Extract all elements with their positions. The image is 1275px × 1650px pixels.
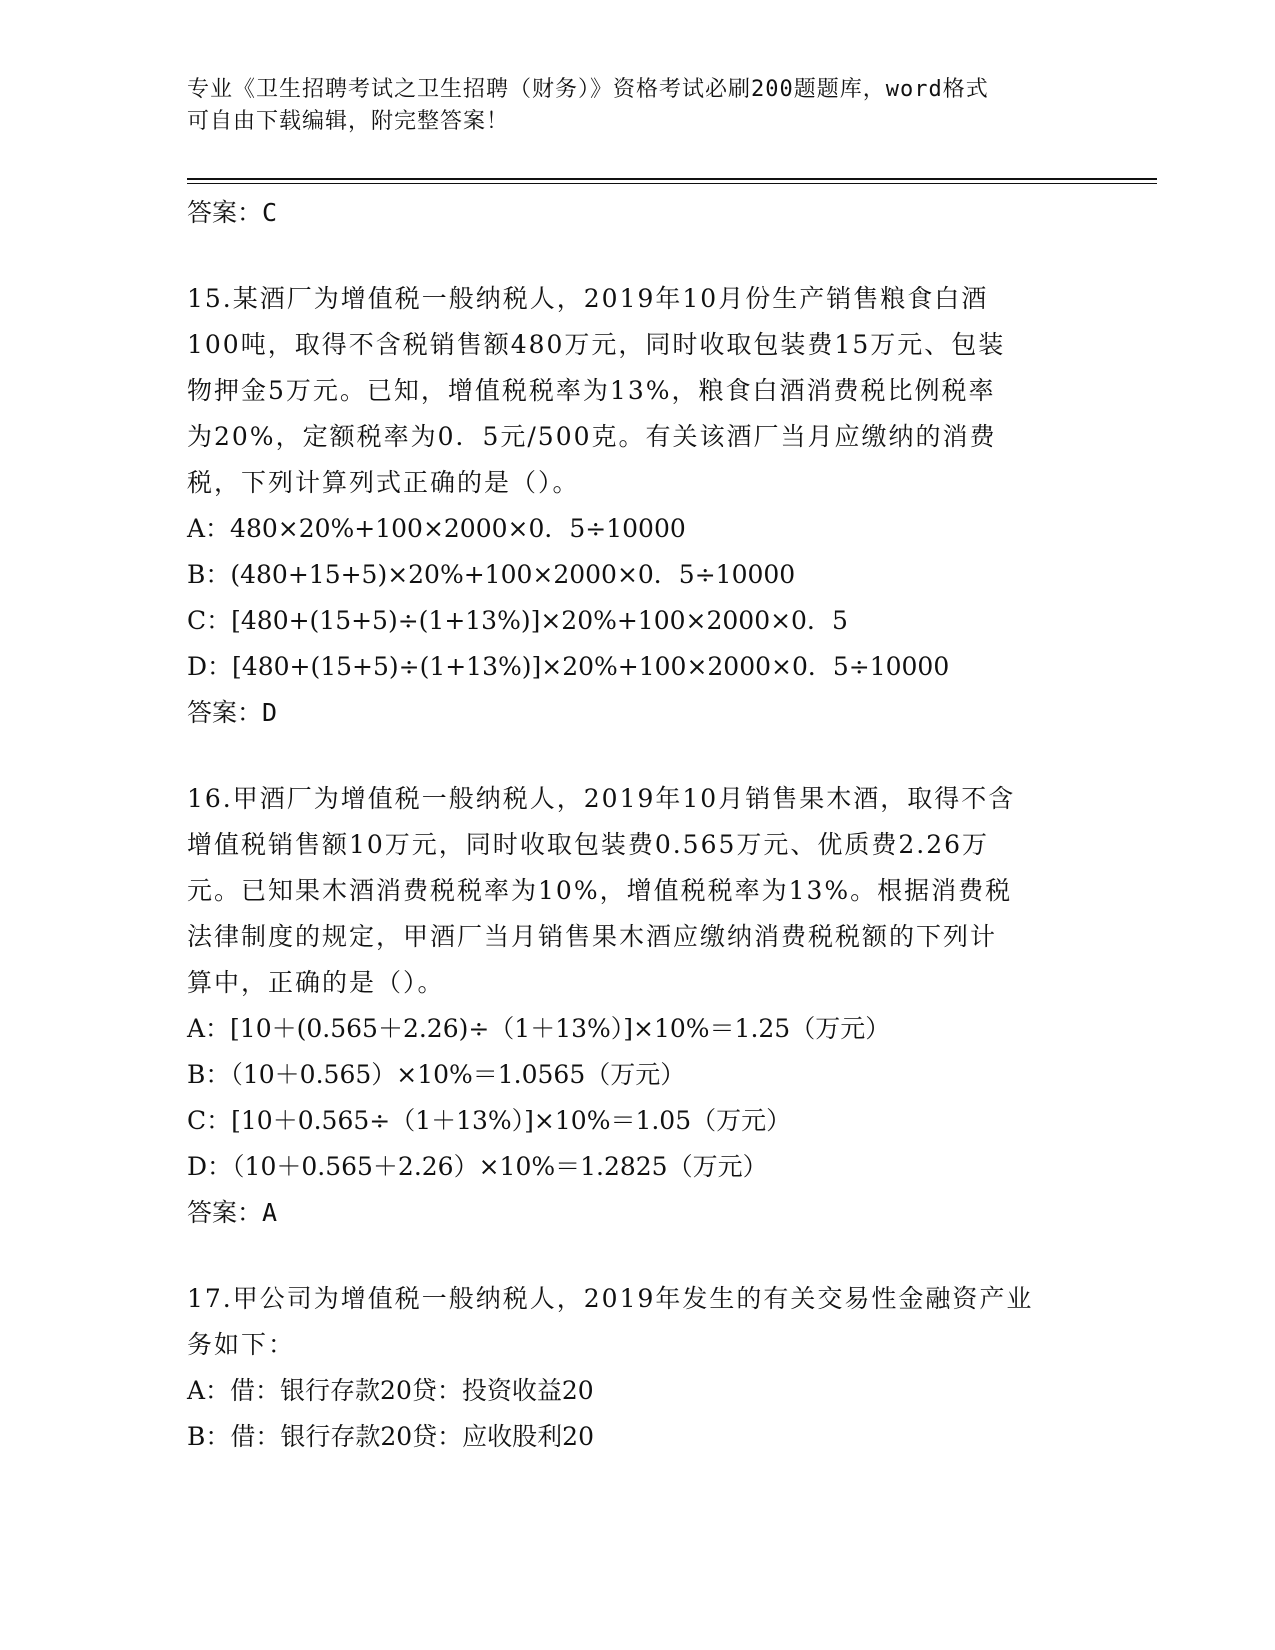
- answer-line: 答案：A: [187, 1198, 278, 1227]
- option-a: A：480×20%+100×2000×0．5÷10000: [187, 514, 686, 543]
- question-text-line: 100吨，取得不含税销售额480万元，同时收取包装费15万元、包装: [187, 330, 1006, 359]
- question-text-line: 法律制度的规定，甲酒厂当月销售果木酒应缴纳消费税税额的下列计: [187, 922, 998, 951]
- option-d: D：[480+(15+5)÷(1+13%)]×20%+100×2000×0．5÷10000: [187, 652, 950, 681]
- option-d: D：（10＋0.565＋2.26）×10%＝1.2825（万元）: [187, 1152, 768, 1181]
- option-c: C：[10＋0.565÷（1＋13%）]×10%＝1.05（万元）: [187, 1106, 792, 1135]
- header-line-2: 可自由下载编辑，附完整答案！: [187, 109, 510, 134]
- option-a: A：借：银行存款20贷：投资收益20: [187, 1376, 594, 1405]
- question-17: [187, 1276, 1087, 1460]
- spacer: [187, 1236, 1087, 1276]
- question-text-line: 16.甲酒厂为增值税一般纳税人，2019年10月销售果木酒，取得不含: [187, 784, 1016, 813]
- answer-line: 答案：C: [187, 198, 278, 227]
- document-body: [187, 190, 1087, 1460]
- header-divider-thin: [187, 183, 1157, 184]
- option-b: B：(480+15+5)×20%+100×2000×0．5÷10000: [187, 560, 796, 589]
- header-divider-thick: [187, 178, 1157, 180]
- spacer: [187, 736, 1087, 776]
- option-b: B：借：银行存款20贷：应收股利20: [187, 1422, 594, 1451]
- spacer: [187, 236, 1087, 276]
- question-text-line: 算中，正确的是（）。: [187, 968, 445, 997]
- answer-line: 答案：D: [187, 698, 278, 727]
- question-text-line: 15.某酒厂为增值税一般纳税人，2019年10月份生产销售粮食白酒: [187, 284, 989, 313]
- question-text-line: 税，下列计算列式正确的是（）。: [187, 468, 580, 497]
- question-text-line: 物押金5万元。已知，增值税税率为13%，粮食白酒消费税比例税率: [187, 376, 996, 405]
- option-c: C：[480+(15+5)÷(1+13%)]×20%+100×2000×0．5: [187, 606, 848, 635]
- question-16: [187, 776, 1087, 1236]
- question-text-line: 为20%，定额税率为0．5元/500克。有关该酒厂当月应缴纳的消费: [187, 422, 997, 451]
- header-line-1: 专业《卫生招聘考试之卫生招聘（财务）》资格考试必刷200题题库，word格式: [187, 77, 989, 102]
- option-b: B：（10＋0.565）×10%＝1.0565（万元）: [187, 1060, 686, 1089]
- option-a: A：[10＋(0.565＋2.26)÷（1＋13%）]×10%＝1.25（万元）: [187, 1014, 891, 1043]
- question-text-line: 增值税销售额10万元，同时收取包装费0.565万元、优质费2.26万: [187, 830, 990, 859]
- question-text-line: 元。已知果木酒消费税税率为10%，增值税税率为13%。根据消费税: [187, 876, 1013, 905]
- question-text-line: 17.甲公司为增值税一般纳税人，2019年发生的有关交易性金融资产业: [187, 1284, 1034, 1313]
- document-header: [187, 74, 1087, 138]
- question-15: [187, 276, 1087, 736]
- question-text-line: 务如下：: [187, 1330, 296, 1359]
